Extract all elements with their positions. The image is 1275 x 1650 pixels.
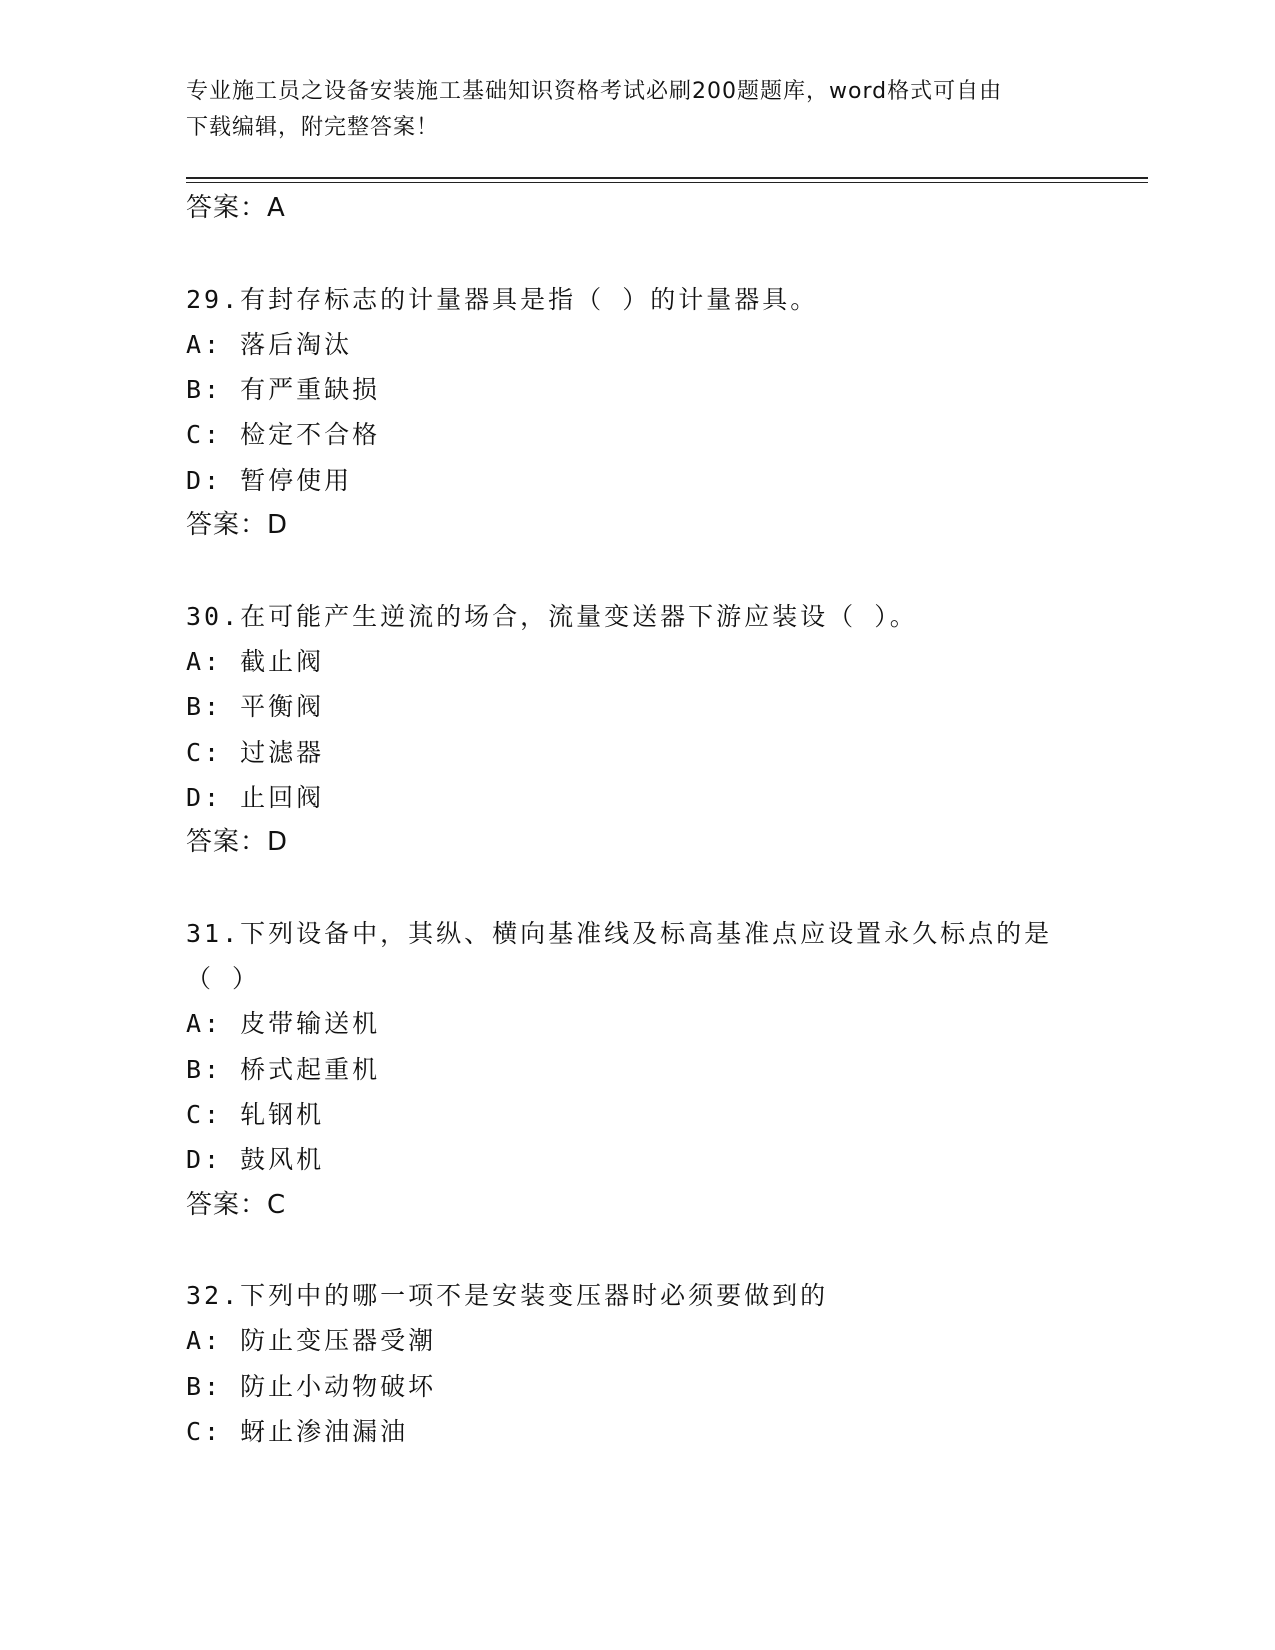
question-text: 32.下列中的哪一项不是安装变压器时必须要做到的	[186, 1281, 829, 1311]
option-d: D: 暂停使用	[186, 465, 353, 495]
answer-line: 答案：A	[186, 193, 286, 223]
spacer	[186, 231, 1086, 276]
option-c: C: 过滤器	[186, 737, 325, 767]
spacer	[186, 1228, 1086, 1273]
spacer	[186, 548, 1086, 593]
option-d: D: 止回阀	[186, 782, 325, 812]
document-header	[186, 74, 1086, 146]
option-a: A: 皮带输送机	[186, 1009, 381, 1039]
header-line-2: 下载编辑，附完整答案！	[186, 115, 440, 140]
option-c: C: 轧钢机	[186, 1099, 325, 1129]
option-c: C: 检定不合格	[186, 420, 381, 450]
header-line-1: 专业施工员之设备安装施工基础知识资格考试必刷200题题库，word格式可自由	[186, 79, 1003, 104]
question-31	[186, 911, 1086, 1228]
header-rule-thin	[186, 182, 1148, 183]
option-b: B: 有严重缺损	[186, 375, 381, 405]
header-rule-thick	[186, 177, 1148, 179]
question-30	[186, 594, 1086, 866]
answer-line: 答案：C	[186, 1189, 287, 1220]
question-list	[186, 186, 1086, 1454]
question-text: 29.有封存标志的计量器具是指（ ）的计量器具。	[186, 284, 819, 314]
question-29	[186, 277, 1086, 549]
spacer	[186, 865, 1086, 910]
question-text: 31.下列设备中，其纵、横向基准线及标高基准点应设置永久标点的是	[186, 918, 1053, 948]
option-c: C: 蚜止渗油漏油	[186, 1417, 409, 1447]
option-a: A: 落后淘汰	[186, 329, 353, 359]
question-text-continued: （ ）	[186, 964, 261, 994]
option-b: B: 防止小动物破坏	[186, 1371, 437, 1401]
answer-line: 答案：D	[186, 510, 289, 541]
option-a: A: 截止阀	[186, 646, 325, 676]
option-b: B: 桥式起重机	[186, 1054, 381, 1084]
option-a: A: 防止变压器受潮	[186, 1326, 437, 1356]
question-text: 30.在可能产生逆流的场合，流量变送器下游应装设（ ）。	[186, 601, 918, 631]
answer-line: 答案：D	[186, 827, 289, 858]
question-32	[186, 1273, 1086, 1454]
option-d: D: 鼓风机	[186, 1145, 325, 1175]
option-b: B: 平衡阀	[186, 692, 325, 722]
